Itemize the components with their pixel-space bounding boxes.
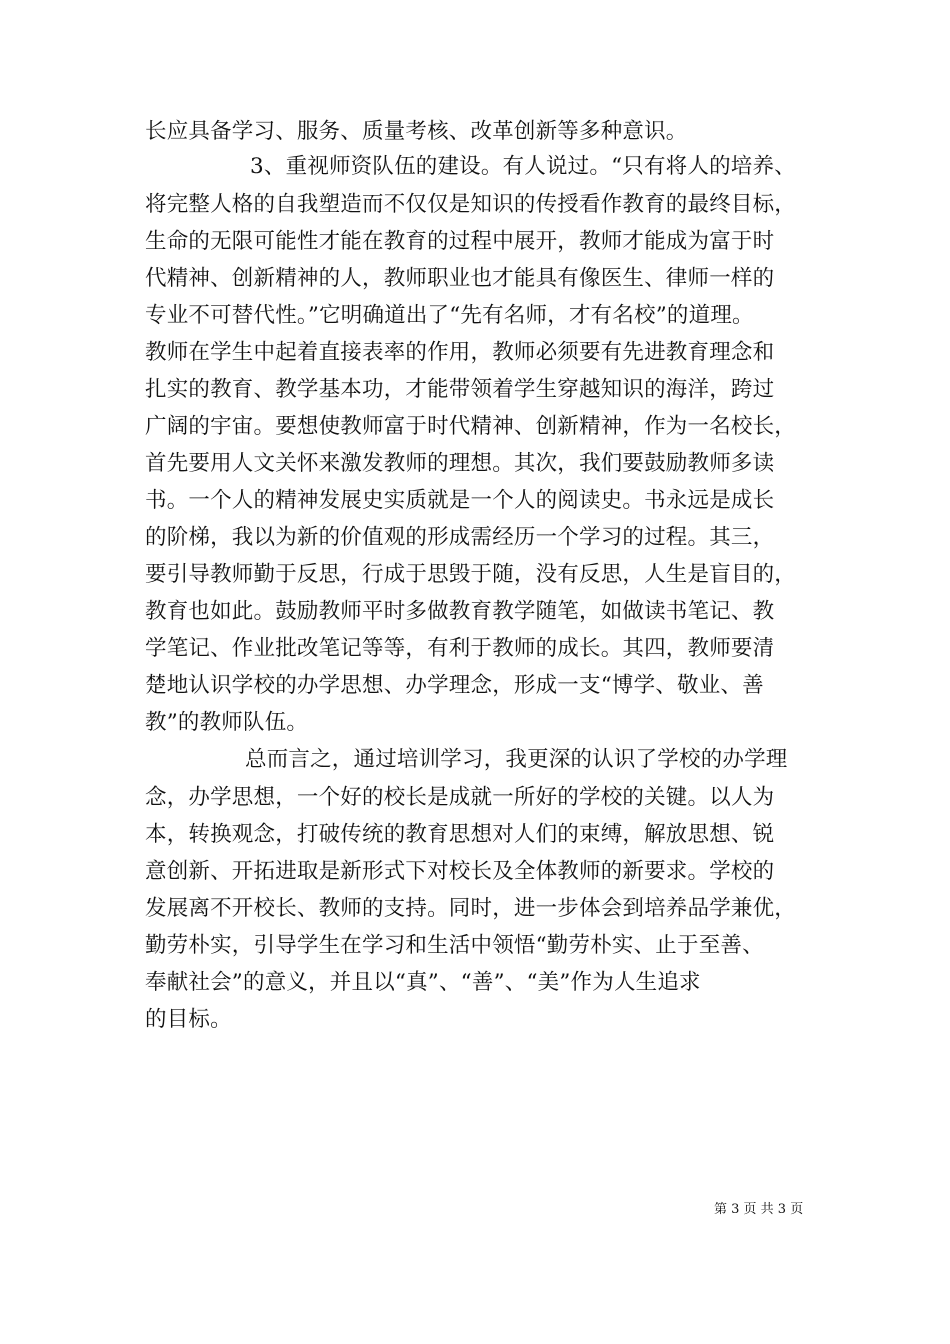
text-line: 教”的教师队伍。 <box>145 710 309 735</box>
text-line: 奉献社会”的意义，并且以“真”、“善”、“美”作为人生追求 <box>145 970 701 995</box>
text-line: 书。一个人的精神发展史实质就是一个人的阅读史。书永远是成长 <box>145 488 775 513</box>
text-line: 专业不可替代性。”它明确道出了“先有名师，才有名校”的道理。 <box>145 303 754 328</box>
text-line: 长应具备学习、服务、质量考核、改革创新等多种意识。 <box>145 119 688 144</box>
text-line: 的目标。 <box>145 1007 232 1032</box>
text-line: 学笔记、作业批改笔记等等，有利于教师的成长。其四，教师要清 <box>145 636 775 661</box>
text-line: 首先要用人文关怀来激发教师的理想。其次，我们要鼓励教师多读 <box>145 451 775 476</box>
page-number-footer: 第 3 页 共 3 页 <box>714 1202 804 1217</box>
text-line: 勤劳朴实，引导学生在学习和生活中领悟“勤劳朴实、止于至善、 <box>145 933 764 958</box>
paragraph-conclusion-start: 总而言之，通过培训学习，我更深的认识了学校的办学理 <box>245 747 788 772</box>
text-line: 本，转换观念，打破传统的教育思想对人们的束缚，解放思想、锐 <box>145 822 775 847</box>
text-line: 要引导教师勤于反思，行成于思毁于随，没有反思，人生是盲目的， <box>145 562 797 587</box>
text-line: 教师在学生中起着直接表率的作用，教师必须要有先进教育理念和 <box>145 340 775 365</box>
text-line: 将完整人格的自我塑造而不仅仅是知识的传授看作教育的最终目标， <box>145 192 797 217</box>
text-line: 意创新、开拓进取是新形式下对校长及全体教师的新要求。学校的 <box>145 859 775 884</box>
text-line: 扎实的教育、教学基本功，才能带领着学生穿越知识的海洋，跨过 <box>145 377 775 402</box>
text-line: 的阶梯，我以为新的价值观的形成需经历一个学习的过程。其三， <box>145 525 775 550</box>
text-line: 发展离不开校长、教师的支持。同时，进一步体会到培养品学兼优， <box>145 896 797 921</box>
text-line: 广阔的宇宙。要想使教师富于时代精神、创新精神，作为一名校长， <box>145 414 797 439</box>
paragraph-3-start: 3、重视师资队伍的建设。有人说过。“只有将人的培养、 <box>250 154 796 179</box>
text-line: 楚地认识学校的办学思想、办学理念，形成一支“博学、敬业、善 <box>145 673 764 698</box>
text-line: 教育也如此。鼓励教师平时多做教育教学随笔，如做读书笔记、教 <box>145 599 775 624</box>
text-line: 念，办学思想，一个好的校长是成就一所好的学校的关键。以人为 <box>145 785 775 810</box>
text-line: 生命的无限可能性才能在教育的过程中展开，教师才能成为富于时 <box>145 229 775 254</box>
text-line: 代精神、创新精神的人，教师职业也才能具有像医生、律师一样的 <box>145 266 775 291</box>
